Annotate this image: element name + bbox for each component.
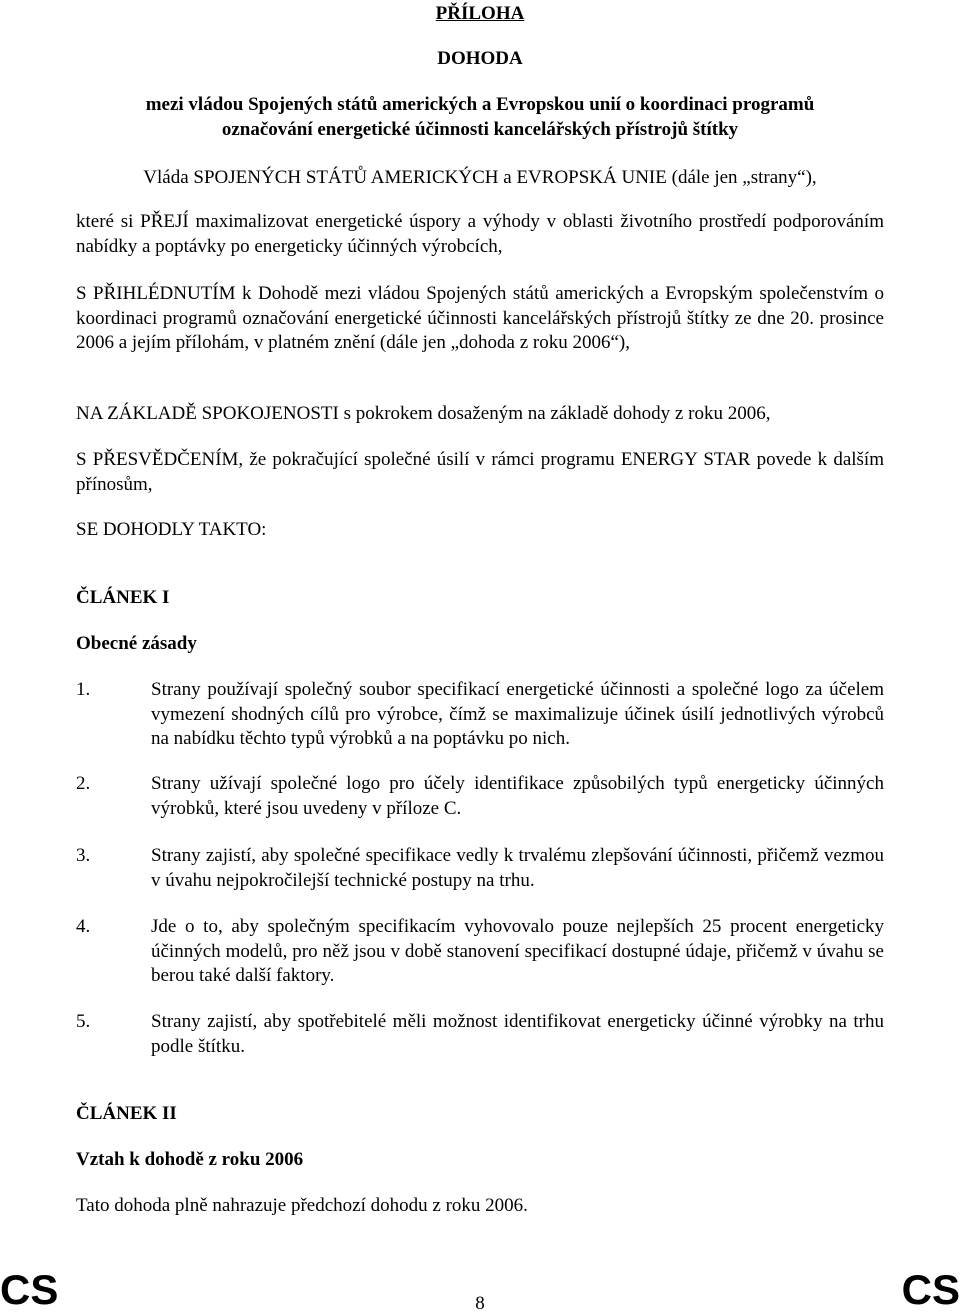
list-item	[76, 678, 884, 752]
list-item	[76, 915, 884, 989]
list-item-text: Strany zajistí, aby společné specifikace vedly k trvalému zlepšování účinnosti, přičemž vezmou v úvahu nejpokročilejší technické postupy na trhu.	[151, 845, 884, 891]
list-item	[76, 844, 884, 893]
agreement-subtitle-line: označování energetické účinnosti kancelářských přístrojů štítky	[221, 118, 739, 140]
list-item-text: Strany užívají společné logo pro účely identifikace způsobilých typů energeticky účinných výrobků, které jsou uvedeny v příloze C.	[151, 773, 884, 819]
preamble-conviction: S PŘESVĚDČENÍM, že pokračující společné úsilí v rámci programu ENERGY STAR povede k dalším přínosům,	[76, 449, 884, 495]
annex-heading: PŘÍLOHA	[435, 3, 525, 24]
language-code-right: CS	[901, 1266, 960, 1313]
list-item	[76, 1010, 884, 1059]
list-item-text: Strany používají společný soubor specifikací energetické účinnosti a společné logo za účelem vymezení shodných cílů pro výrobce, čímž se maximalizuje účinek úsilí jednotlivých výrobců na nabídku těchto typů výrobků a na poptávku po nich.	[151, 679, 884, 749]
page-number: 8	[475, 1293, 485, 1314]
article-2-text: Tato dohoda plně nahrazuje předchozí dohodu z roku 2006.	[76, 1195, 528, 1216]
list-item-text: Strany zajistí, aby spotřebitelé měli možnost identifikovat energeticky účinné výrobky na trhu podle štítku.	[151, 1011, 884, 1057]
list-item-number: 5.	[76, 1011, 91, 1032]
agreement-heading: DOHODA	[437, 48, 523, 69]
list-item-text: Jde o to, aby společným specifikacím vyhovovalo pouze nejlepších 25 procent energeticky účinných modelů, pro něž jsou v době stanovení specifikací dostupné údaje, přičemž v úvahu se berou také další faktory.	[151, 916, 884, 986]
preamble-satisfaction: NA ZÁKLADĚ SPOKOJENOSTI s pokrokem dosaženým na základě dohody z roku 2006,	[76, 403, 771, 424]
preamble-agreed: SE DOHODLY TAKTO:	[76, 519, 267, 540]
preamble-wish: které si PŘEJÍ maximalizovat energetické úspory a výhody v oblasti životního prostředí podporováním nabídky a poptávky po energeticky účinných výrobcích,	[76, 211, 884, 257]
article-2-title: Vztah k dohodě z roku 2006	[76, 1149, 304, 1170]
list-item	[76, 772, 884, 821]
article-1-title: Obecné zásady	[76, 633, 197, 654]
agreement-subtitle-line: mezi vládou Spojených států amerických a Evropskou unií o koordinaci programů	[145, 94, 815, 115]
list-item-number: 3.	[76, 845, 91, 866]
language-code-left: CS	[0, 1266, 59, 1313]
agreement-subtitle	[0, 93, 960, 142]
list-item-number: 4.	[76, 916, 91, 937]
article-2-heading: ČLÁNEK II	[76, 1103, 177, 1124]
parties-line: Vláda SPOJENÝCH STÁTŮ AMERICKÝCH a EVROPSKÁ UNIE (dále jen „strany“),	[143, 167, 817, 188]
preamble-regarding: S PŘIHLÉDNUTÍM k Dohodě mezi vládou Spojených států amerických a Evropským společenstvím o koordinaci programů označování energetické účinnosti kancelářských přístrojů štítky ze dne 20. prosince 2006 a jejím přílohám, v platném znění (dále jen „dohoda z roku 2006“),	[76, 283, 884, 353]
article-1-heading: ČLÁNEK I	[76, 587, 170, 608]
list-item-number: 2.	[76, 773, 91, 794]
list-item-number: 1.	[76, 679, 91, 700]
